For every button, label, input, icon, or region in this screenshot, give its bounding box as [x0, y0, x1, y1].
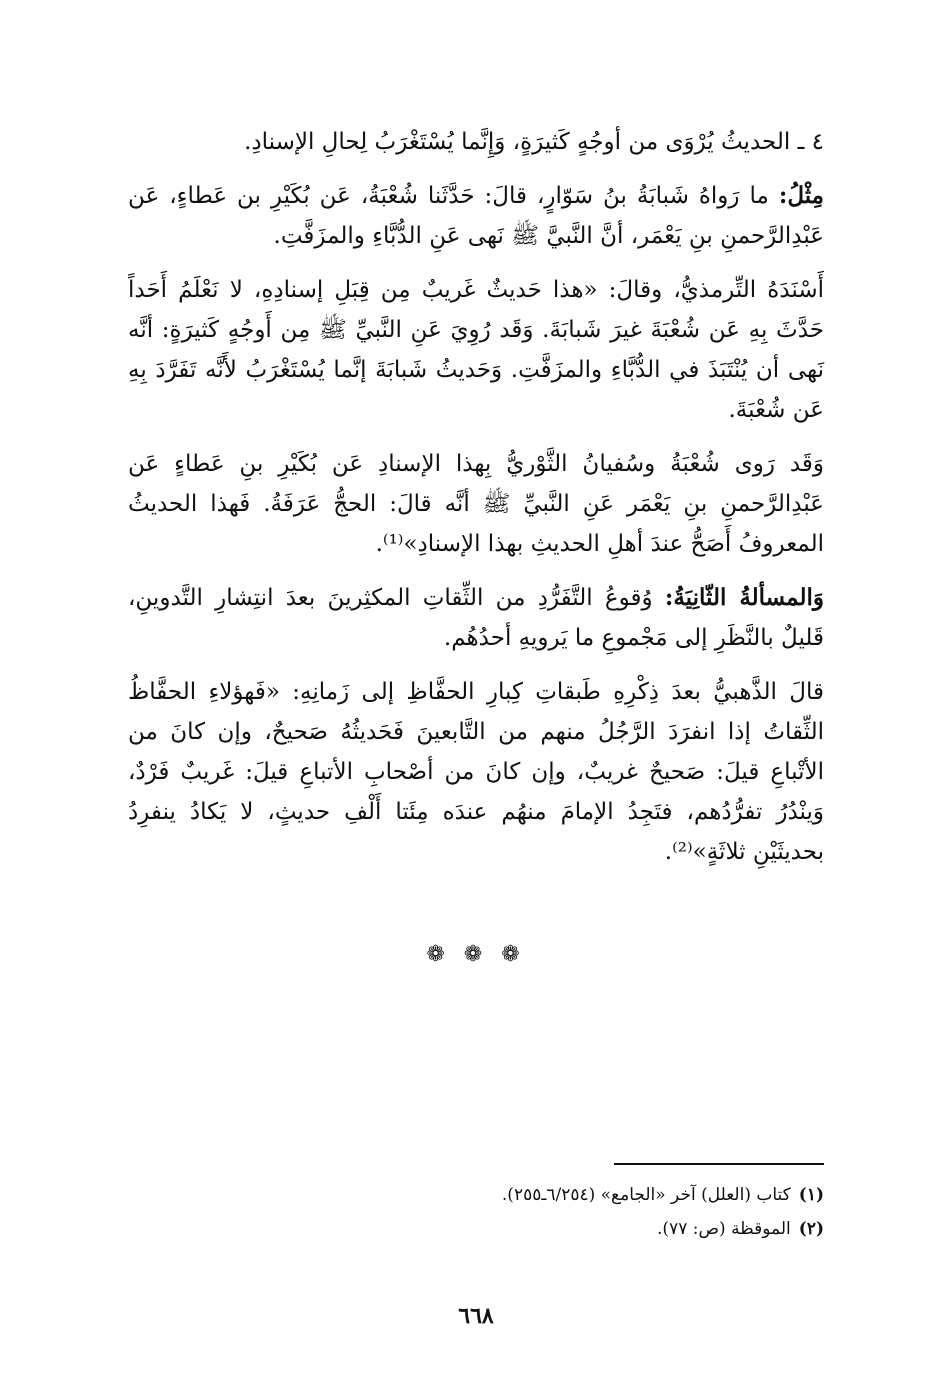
paragraph-4 [128, 444, 824, 564]
page-number: ٦٦٨ [458, 1303, 494, 1329]
paragraph-2 [128, 176, 824, 256]
footnote-text: الموقظة (ص: ٧٧). [657, 1219, 791, 1239]
main-text [128, 122, 824, 886]
paragraph-text: قالَ الذَّهبيُّ بعدَ ذِكْرِهِ طَبقاتِ كِبارِ الحفَّاظِ إلى زَمانِهِ: «فَهؤلاءِ الحفَّاظُ الثِّقاتُ إذا انفرَدَ الرَّجُلُ منهم من التَّابعينَ فَحَديثُهُ صَحيحٌ، وإن كانَ من الأتْباعِ قيلَ: صَحيحٌ غريبٌ، وإن كانَ من أصْحابِ الأتباعِ قيلَ: غَريبٌ فَرْدٌ، وَينْدُرُ تفرُّدُهم، فتَجِدُ الإمامَ منهُم عندَه مِئَتا أَلْفِ حديثٍ، لا يَكادُ ينفرِدُ بحديثَيْنِ ثلاثَةٍ»⁽²⁾. [128, 679, 825, 865]
paragraph-text: أَسْنَدَهُ التِّرمذيُّ، وقالَ: «هذا حَديثٌ غَريبٌ مِن قِبَلِ إسنادِهِ، لا نَعْلَمُ أَحَداً حَدَّثَ بِهِ عَن شُعْبَةَ غيرَ شَبابَةَ. وَقَد رُوِيَ عَنِ النَّبيِّ ﷺ مِن أَوجُهٍ كَثيرَةٍ: أنَّه نَهى أن يُنْتَبَذَ في الدُّبَّاءِ والمزَفَّتِ. وَحَديثُ شَبابَةَ إنَّما يُسْتَغْرَبُ لأَنَّه تَفَرَّدَ بِهِ عَن شُعْبَةَ. [128, 277, 824, 423]
paragraph-text: ٤ ـ الحديثُ يُرْوَى من أوجُهٍ كَثيرَةٍ، وَإِنَّما يُسْتَغْرَبُ لِحالِ الإسنادِ. [244, 129, 824, 155]
section-divider-ornament: ❁ ❁ ❁ [426, 942, 526, 967]
footnote-separator [614, 1163, 824, 1165]
paragraph-6 [128, 672, 824, 872]
paragraph-5 [128, 578, 824, 658]
paragraph-lead: وَالمسألةُ الثّانِيَةُ: [664, 584, 824, 611]
paragraph-1 [128, 122, 824, 162]
paragraph-text: وُقوعُ التَّفَرُّدِ من الثِّقاتِ المكثِرينَ بعدَ انتِشارِ التَّدوينِ، قَليلٌ بالنَّظَرِ إلى مَجْموعِ ما يَرويهِ أحدُهُم. [128, 585, 824, 651]
footnote-number: (١) [798, 1185, 824, 1205]
footnote-2 [128, 1212, 824, 1246]
paragraph-text: وَقَد رَوى شُعْبَةُ وسُفيانُ الثَّوْريُّ بِهذا الإسنادِ عَن بُكَيْرِ بنِ عَطاءٍ عَن عَبْدِالرَّحمنِ بنِ يَعْمَر عَنِ النَّبيِّ ﷺ أنَّه قالَ: الحجُّ عَرَفَةُ. فَهذا الحديثُ المعروفُ أَصَحُّ عندَ أهلِ الحديثِ بهذا الإسنادِ»⁽¹⁾. [128, 451, 824, 557]
footnotes [128, 1178, 824, 1246]
footnote-number: (٢) [798, 1219, 824, 1239]
paragraph-lead: مِثْلُ: [778, 182, 824, 209]
footnote-text: كتاب (العلل) آخر «الجامع» (٦/٢٥٤ـ٢٥٥). [501, 1185, 791, 1205]
footnote-1 [128, 1178, 824, 1212]
paragraph-3 [128, 270, 824, 430]
paragraph-text: ما رَواهُ شَبابَةُ بنُ سَوّارٍ، قالَ: حَدَّثَنا شُعْبَةُ، عَن بُكَيْرِ بن عَطاءٍ، عَن عَبْدِالرَّحمنِ بنِ يَعْمَر، أنَّ النَّبيَّ ﷺ نَهى عَنِ الدُّبَّاءِ والمزَفَّتِ. [128, 183, 824, 249]
